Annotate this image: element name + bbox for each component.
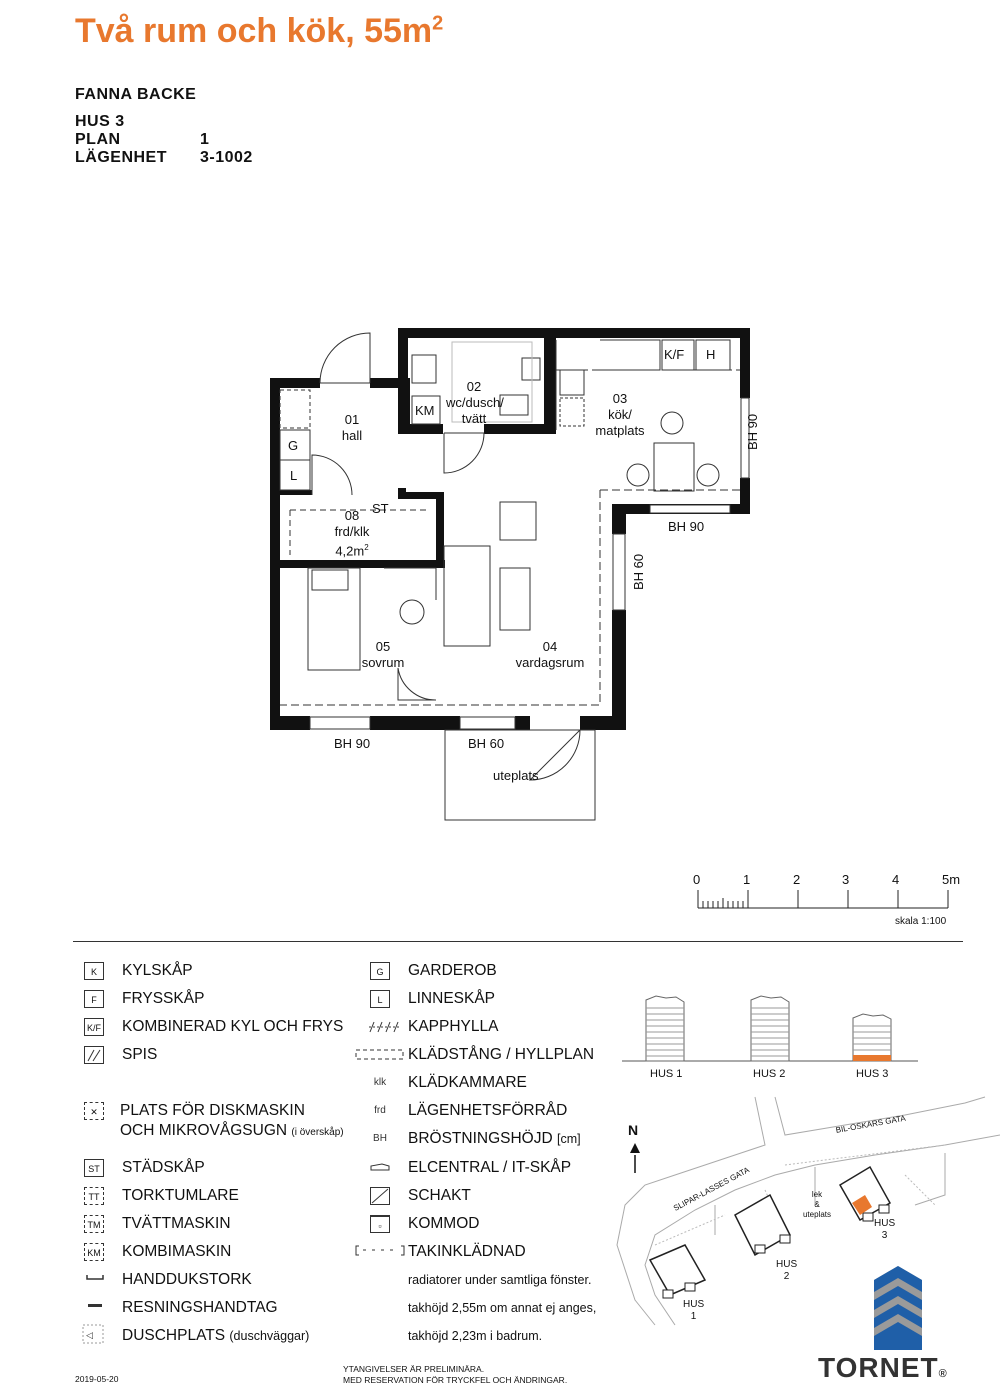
room-08-area [328, 540, 376, 559]
legend-kommod: KOMMOD [408, 1215, 480, 1232]
site-hus3 [874, 1218, 895, 1242]
label-kf: K/F [664, 347, 685, 362]
room-02 [446, 379, 502, 427]
apartment-label: LÄGENHET [75, 149, 167, 166]
cleaning-closet-icon: ST [84, 1159, 104, 1177]
room-03-number: 03 [612, 391, 628, 406]
legend-kladkammare: KLÄDKAMMARE [408, 1074, 527, 1091]
building-hus1: HUS 1 [650, 1068, 683, 1080]
bh-bedroom: BH 90 [334, 736, 371, 751]
site-uteplats: uteplats [802, 1210, 832, 1219]
bh-living-south: BH 60 [468, 736, 505, 751]
legend-kyl-frys: KOMBINERAD KYL OCH FRYS [122, 1018, 344, 1035]
scale-tick-5: 5m [942, 872, 961, 887]
label-km: KM [415, 403, 435, 418]
legend-spis: SPIS [122, 1046, 158, 1063]
footer-disclaimer-2: MED RESERVATION FÖR TRYCKFEL OCH ÄNDRINGAR. [343, 1375, 568, 1385]
site-hus3-b: 3 [881, 1230, 888, 1241]
apartment-value: 3-1002 [200, 149, 253, 166]
bh-kitchen-south: BH 90 [668, 519, 705, 534]
title-superscript: 2 [432, 12, 444, 35]
scale-tick-4: 4 [892, 872, 900, 887]
building-hus3: HUS 3 [856, 1068, 889, 1080]
room-01-name: hall [341, 428, 363, 443]
legend-handdukstork: HANDDUKSTORK [122, 1271, 252, 1288]
bh-living-east: BH 60 [631, 553, 646, 590]
room-04-number: 04 [542, 639, 558, 654]
site-hus1-b: 1 [690, 1311, 697, 1322]
plan-label: PLAN [75, 131, 121, 148]
room-05-number: 05 [375, 639, 391, 654]
dresser-icon: ▫ [370, 1215, 390, 1233]
room-04 [510, 639, 590, 671]
room-08-number: 08 [344, 508, 360, 523]
site-hus2-b: 2 [783, 1271, 790, 1282]
room-08 [328, 508, 376, 559]
legend-duschplats-note: (duschväggar) [229, 1329, 310, 1343]
footer-disclaimer-1: YTANGIVELSER ÄR PRELIMINÄRA. [343, 1364, 485, 1374]
bh-kitchen-east: BH 90 [745, 413, 760, 450]
room-08-name: frd/klk [334, 524, 370, 539]
legend-brostningshojd-text: BRÖSTNINGSHÖJD [408, 1130, 553, 1147]
room-05 [356, 639, 410, 671]
towel-rail-icon [86, 1273, 104, 1281]
legend-duschplats-text: DUSCHPLATS [122, 1327, 226, 1344]
legend-brostningshojd-unit: [cm] [557, 1132, 581, 1146]
label-l: L [290, 468, 298, 483]
wardrobe-icon: G [370, 962, 390, 980]
footer-date: 2019-05-20 [75, 1374, 119, 1384]
scale-tick-1: 1 [743, 872, 751, 887]
room-05-name: sovrum [361, 655, 405, 670]
label-g: G [288, 438, 299, 453]
label-uteplats: uteplats [493, 768, 539, 783]
note-radiators: radiatorer under samtliga fönster. [408, 1273, 592, 1287]
legend-brostningshojd [408, 1130, 581, 1148]
room-03-name: kök/ [608, 407, 632, 422]
room-03 [590, 391, 650, 439]
title-text: Två rum och kök, 55m [75, 12, 433, 50]
legend-kapphylla: KAPPHYLLA [408, 1018, 499, 1035]
walk-in-closet-icon: klk [373, 1077, 387, 1088]
room-01-number: 01 [344, 412, 360, 427]
dryer-icon: TT [84, 1187, 104, 1205]
building-label: HUS 3 [75, 113, 125, 130]
tornet-logo-icon [868, 1262, 928, 1354]
legend-torktumlare: TORKTUMLARE [122, 1187, 239, 1204]
room-02-name: wc/dusch/ [446, 395, 504, 410]
legend-mikro [120, 1122, 344, 1140]
shaft-icon [370, 1187, 390, 1205]
building-hus2: HUS 2 [753, 1068, 786, 1080]
clothes-rail-icon [355, 1049, 405, 1061]
street-bil-oskars: BIL-OSKARS GATA [835, 1113, 907, 1135]
north-label: N [628, 1122, 639, 1138]
room-08-area-value: 4,2m [335, 543, 365, 559]
site-hus2-a: HUS [776, 1259, 798, 1270]
legend-frysskap: FRYSSKÅP [122, 990, 205, 1007]
grab-bar-icon [86, 1301, 104, 1309]
legend-stadskap: STÄDSKÅP [122, 1159, 205, 1176]
legend-resningshandtag: RESNINGSHANDTAG [122, 1299, 278, 1316]
brand-registered: ® [938, 1368, 948, 1380]
scale-ruler [690, 888, 960, 910]
label-h: H [706, 347, 716, 362]
note-ceiling-height: takhöjd 2,55m om annat ej anges, [408, 1301, 597, 1315]
legend-duschplats [122, 1327, 309, 1345]
coat-rack-icon [368, 1020, 404, 1034]
brand-name [818, 1352, 948, 1384]
legend-tvattmaskin: TVÄTTMASKIN [122, 1215, 231, 1232]
ceiling-cladding-icon [355, 1245, 405, 1257]
storage-icon: frd [374, 1105, 386, 1116]
legend-kombimaskin: KOMBIMASKIN [122, 1243, 232, 1260]
fridge-freezer-icon: K/F [84, 1018, 104, 1036]
linen-closet-icon: L [370, 990, 390, 1008]
scale-tick-2: 2 [793, 872, 801, 887]
freezer-icon: F [84, 990, 104, 1008]
room-08-area-sup: 2 [364, 543, 369, 552]
legend-elcentral: ELCENTRAL / IT-SKÅP [408, 1159, 572, 1176]
stove-icon [84, 1046, 104, 1064]
combi-machine-icon: KM [84, 1243, 104, 1261]
legend-kladstang: KLÄDSTÅNG / HYLLPLAN [408, 1046, 595, 1063]
brand-name-text: TORNET [818, 1352, 939, 1383]
room-02-name2: tvätt [461, 411, 487, 426]
legend-kylskap: KYLSKÅP [122, 962, 193, 979]
site-amp: & [814, 1200, 820, 1209]
fridge-icon: K [84, 962, 104, 980]
project-name: FANNA BACKE [75, 86, 197, 103]
legend-linneskap: LINNESKÅP [408, 990, 496, 1007]
note-bathroom-height: takhöjd 2,23m i badrum. [408, 1329, 543, 1343]
dishwasher-icon: ✕ [84, 1102, 104, 1120]
room-04-name: vardagsrum [515, 655, 585, 670]
scale-bar [690, 870, 970, 930]
label-st: ST [372, 501, 389, 516]
electrical-cabinet-icon [370, 1162, 390, 1172]
legend-diskmaskin: PLATS FÖR DISKMASKIN [120, 1102, 305, 1119]
sill-height-icon: BH [373, 1133, 387, 1144]
site-hus2 [776, 1259, 797, 1283]
legend-garderob: GARDEROB [408, 962, 497, 979]
shower-icon [82, 1324, 104, 1344]
legend-mikro-text: OCH MIKROVÅGSUGN [120, 1122, 288, 1139]
scale-label: skala 1:100 [895, 916, 947, 927]
scale-tick-3: 3 [842, 872, 850, 887]
site-playground [802, 1190, 832, 1220]
room-03-name2: matplats [595, 423, 645, 438]
legend-mikro-note: (i överskåp) [291, 1127, 344, 1138]
legend-forrad: LÄGENHETSFÖRRÅD [408, 1102, 568, 1119]
scale-tick-0: 0 [693, 872, 701, 887]
room-02-number: 02 [466, 379, 482, 394]
legend-schakt: SCHAKT [408, 1187, 471, 1204]
site-hus1 [683, 1299, 704, 1323]
building-elevations [620, 990, 920, 1065]
site-lek: lek [811, 1190, 823, 1199]
site-hus1-a: HUS [683, 1299, 705, 1310]
divider [73, 941, 963, 942]
legend-takinkladnad: TAKINKLÄDNAD [408, 1243, 526, 1260]
room-01 [340, 412, 364, 444]
site-hus3-a: HUS [874, 1218, 896, 1229]
plan-value: 1 [200, 131, 210, 148]
washing-machine-icon: TM [84, 1215, 104, 1233]
street-slipar-lasses: SLIPAR-LASSES GATA [672, 1165, 751, 1213]
svg-text:◁: ◁ [86, 1331, 93, 1341]
